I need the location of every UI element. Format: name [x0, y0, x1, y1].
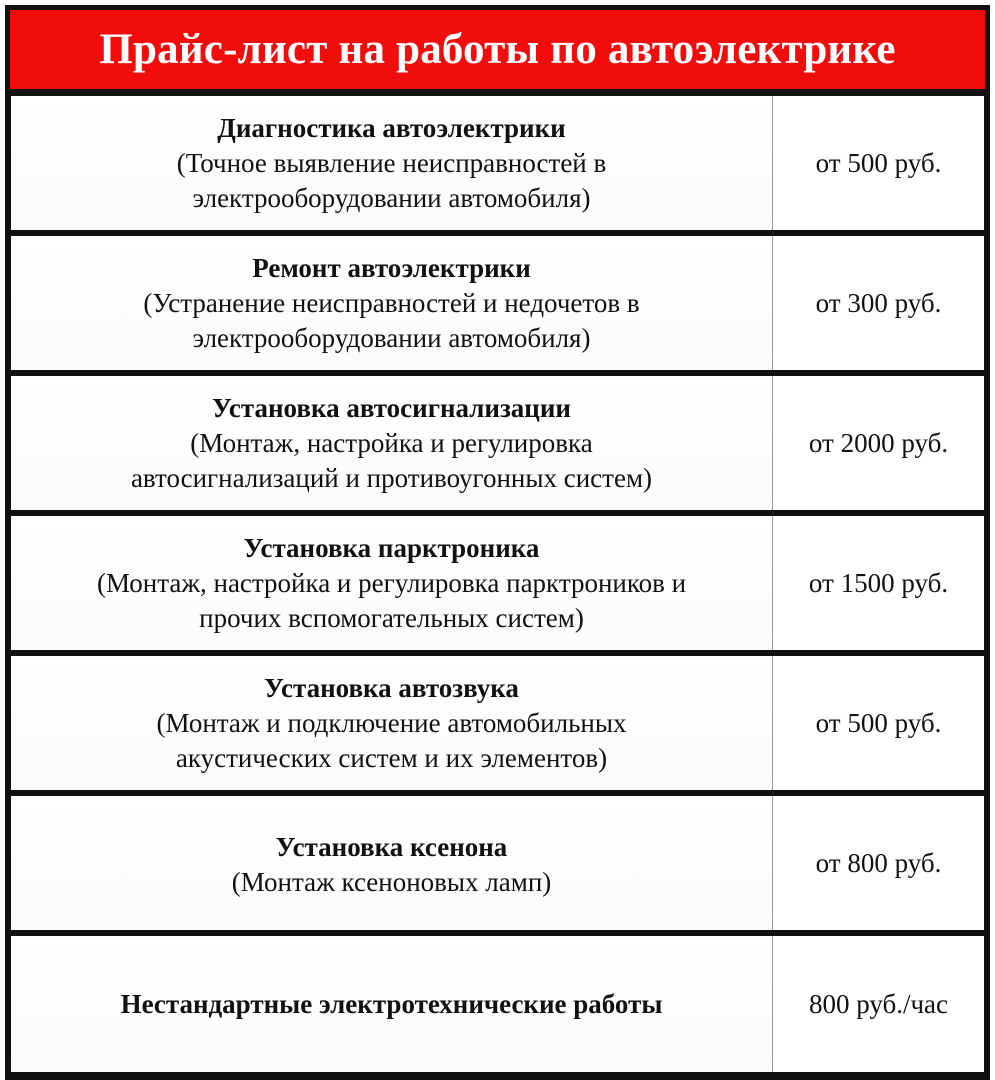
service-cell	[11, 516, 773, 650]
service-description: (Монтаж ксеноновых ламп)	[231, 867, 552, 897]
table-row-parking-sensor-installation	[5, 516, 990, 656]
price-cell: от 2000 руб.	[773, 376, 984, 510]
service-cell	[11, 936, 773, 1072]
price-cell: 800 руб./час	[773, 936, 984, 1072]
table-row-custom-electrical-work	[5, 936, 990, 1080]
service-title: Установка ксенона	[275, 832, 508, 862]
service-description: (Точное выявление неисправностей в электрооборудовании автомобиля)	[176, 147, 607, 213]
table-row-alarm-installation	[5, 376, 990, 516]
service-cell	[11, 236, 773, 370]
price-list-header	[5, 5, 990, 96]
table-row-audio-installation	[5, 656, 990, 796]
table-row-repair	[5, 236, 990, 376]
table-row-diagnostics	[5, 96, 990, 236]
table-row-xenon-installation	[5, 796, 990, 936]
service-title: Установка парктроника	[243, 532, 540, 563]
service-cell	[11, 376, 773, 510]
service-title: Установка автозвука	[264, 672, 519, 703]
price-cell: от 300 руб.	[773, 236, 984, 370]
service-description: (Монтаж, настройка и регулировка автосигнализаций и противоугонных систем)	[130, 427, 653, 493]
price-cell: от 800 руб.	[773, 796, 984, 930]
service-cell	[11, 796, 773, 930]
service-cell	[11, 656, 773, 790]
service-title: Установка автосигнализации	[212, 392, 571, 423]
service-description: (Устранение неисправностей и недочетов в электрооборудовании автомобиля)	[143, 287, 640, 353]
price-table	[5, 96, 990, 1080]
service-title: Диагностика автоэлектрики	[217, 112, 566, 143]
price-cell: от 500 руб.	[773, 96, 984, 230]
service-cell	[11, 96, 773, 230]
service-title: Ремонт автоэлектрики	[252, 252, 531, 283]
service-description: (Монтаж и подключение автомобильных акустических систем и их элементов)	[156, 707, 627, 773]
price-cell: от 500 руб.	[773, 656, 984, 790]
price-cell: от 1500 руб.	[773, 516, 984, 650]
service-title: Нестандартные электротехнические работы	[120, 988, 663, 1019]
page-title: Прайс-лист на работы по автоэлектрике	[99, 26, 896, 73]
service-description: (Монтаж, настройка и регулировка парктроников и прочих вспомогательных систем)	[96, 567, 687, 633]
